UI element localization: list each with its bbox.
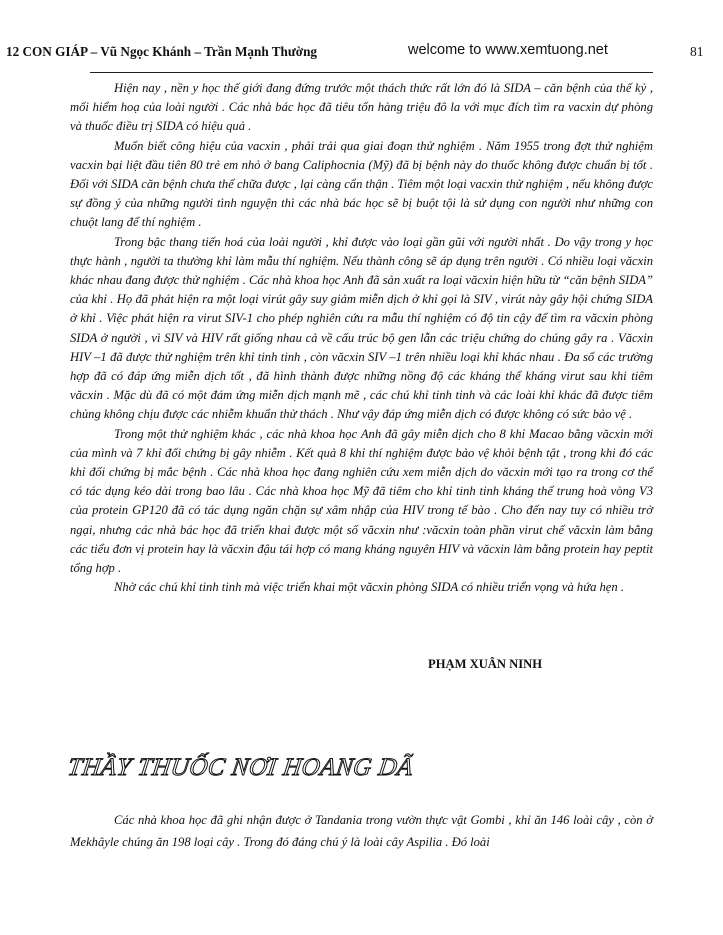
article-author: PHẠM XUÂN NINH	[428, 657, 543, 671]
paragraph: Trong một thử nghiệm khác , các nhà khoa học Anh đã gây miễn dịch cho 8 khỉ Macao bằng văcxin mới của mình và 7 khỉ đối chứng bị gây nhiễm . Kết quả 8 khỉ thí nghiệm được bảo vệ khỏi bệnh tật , trong khi đó các khỉ đối chứng bị mắc bệnh . Các nhà khoa học đang nghiên cứu xem miễn dịch do văcxin mới tạo ra trong cơ thể có tác dụng kéo dài trong bao lâu . Các nhà khoa học Mỹ đã tiêm cho khỉ tinh tinh kháng thể trung hoà vòng V3 của protein GP120 đã có tác dụng ngăn chặn sự xâm nhập của HIV trong tế bào . Cho đến nay tuy có nhiều trở ngại, nhưng các nhà bác học đã triển khai được một số văcxin như :văcxin toàn phần virut chế văcxin làm bằng các tiểu đơn vị protein hay là văcxin đậu tái hợp có mang kháng nguyên HIV và văcxin làm bằng protein hay peptit tổng hợp .	[70, 426, 653, 576]
paragraph: Các nhà khoa học đã ghi nhận được ở Tandania trong vườn thực vật Gombi , khỉ ăn 146 loài cây , còn ở Mekhâyle chúng ăn 198 loại cây . Trong đó đáng chú ý là loài cây Aspilia . Đó loài	[70, 813, 653, 849]
paragraph: Hiện nay , nền y học thế giới đang đứng trước một thách thức rất lớn đó là SIDA – căn bệnh của thế kỷ , mối hiểm hoạ của loài người . Các nhà bác học đã tiêu tốn hàng triệu đô la với mục đích tìm ra vacxin dự phòng và thuốc điều trị SIDA có hiệu quả .	[70, 81, 653, 134]
page-number: 81	[690, 44, 704, 59]
section-title: THẦY THUỐC NƠI HOANG DÃ	[66, 754, 415, 781]
article-body	[70, 79, 653, 597]
running-header-title: 12 CON GIÁP – Vũ Ngọc Khánh – Trần Mạnh Thường	[6, 44, 318, 59]
website-banner[interactable]: welcome to www.xemtuong.net	[408, 42, 608, 58]
paragraph: Trong bậc thang tiến hoá của loài người , khỉ được vào loại gần gũi với người nhất . Do vậy trong y học thực hành , người ta thường khỉ làm mẫu thí nghiệm. Nếu thành công sẽ áp dụng trên người . Có nhiều loại văcxin khác nhau đang được thử nghiệm . Các nhà khoa học Anh đã sản xuất ra loại văcxin hiện hữu từ “căn bệnh SIDA” của khỉ . Họ đã phát hiện ra một loại virút gây suy giảm miễn dịch ở khỉ gọi là SIV , virút này gây hội chứng SIDA ở khỉ . Việc phát hiện ra virut SIV-1 cho phép nghiên cứu ra mẫu thí nghiệm có độ tin cậy để tìm ra văcxin phòng SIDA ở người , vì SIV và HIV rất giống nhau cả về cấu trúc bộ gen lẫn các triệu chứng do chúng gây ra . Văcxin HIV –1 đã được thử nghiệm trên khỉ tinh tinh , còn văcxin SIV –1 trên nhiều loại khỉ khác nhau . Đa số các trường hợp đã có đáp ứng miễn dịch tốt , đã hình thành được những nồng độ các kháng thể kháng virut sau khi tiêm văcxin . Mặc dù đã có một đám ứng miễn dịch mạnh mẽ , các chú khỉ tinh tinh và các loài khỉ khác đã được tiêm chủng không chịu được các nhiễm khuẩn thử thách . Như vậy đáp ứng miễn dịch có được không có sức bảo vệ .	[70, 234, 653, 422]
paragraph: Nhờ các chú khỉ tinh tinh mà việc triển khai một văcxin phòng SIDA có nhiều triển vọng và hứa hẹn .	[114, 580, 624, 595]
paragraph: Muốn biết công hiệu của vacxin , phải trải qua giai đoạn thử nghiệm . Năm 1955 trong đợt thử nghiệm vacxin bại liệt đầu tiên 80 trẻ em nhỏ ở bang Caliphocnia (Mỹ) đã bị bệnh này do thuốc không được chuẩn bị tốt . Đối với SIDA căn bệnh chưa thể chữa được , lại càng cẩn thận . Tiêm một loại vacxin thử nghiệm , nếu không được sự đồng ý của những người tình nguyện thì các nhà bác học sẽ bị buột tội là sử dụng con người như những con chuột lang để thí nghiệm .	[70, 138, 653, 230]
section-intro	[70, 809, 653, 853]
header-divider	[90, 72, 653, 73]
